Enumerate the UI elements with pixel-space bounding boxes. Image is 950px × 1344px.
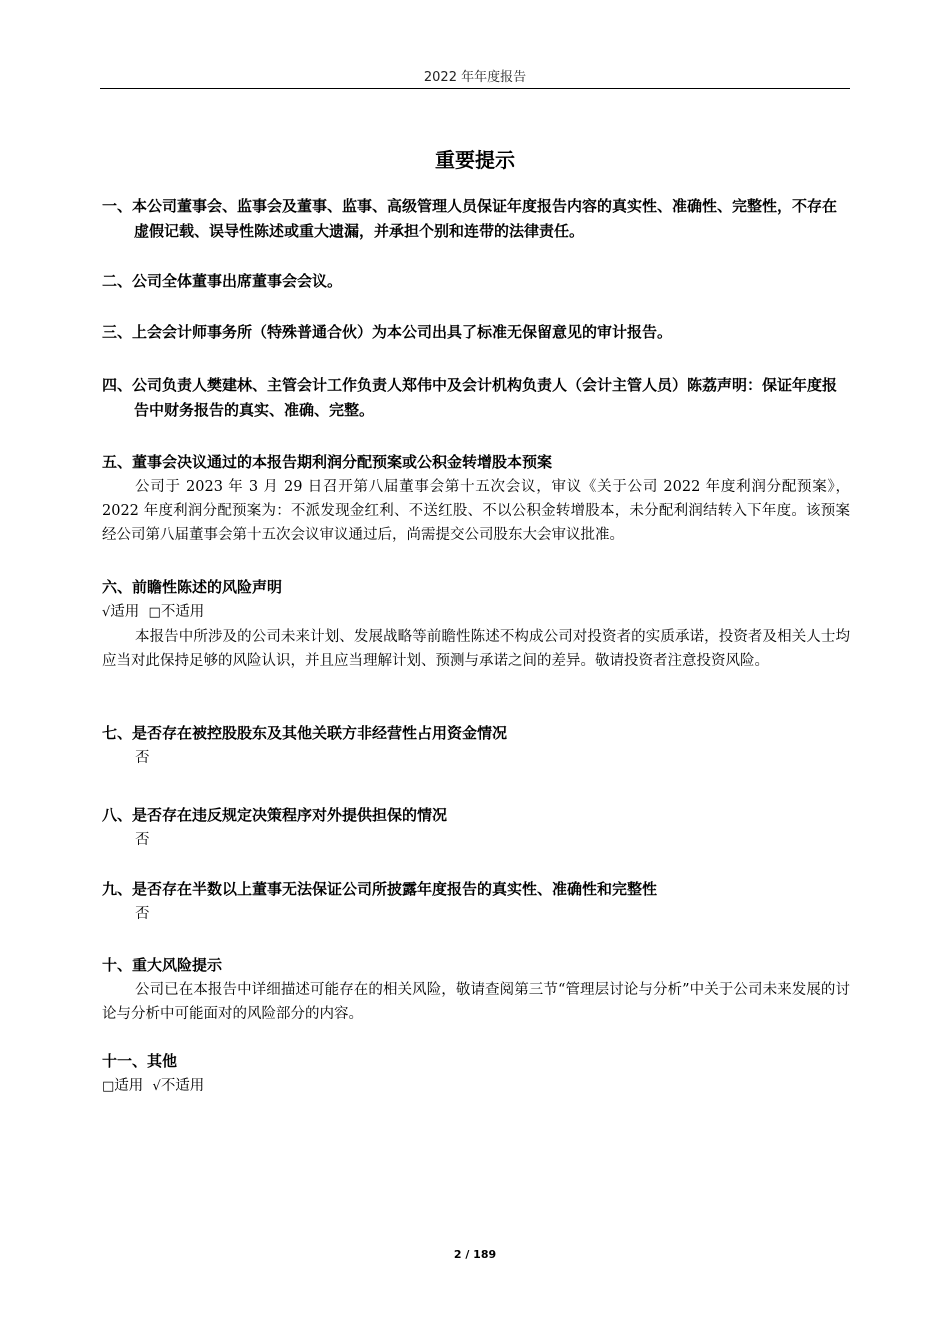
section-11-heading: 十一、其他	[102, 1052, 178, 1070]
section-6	[102, 575, 850, 673]
applicable-label: 适用	[110, 604, 140, 620]
section-9-answer: 否	[135, 906, 150, 922]
section-5-body: 公司于 2023 年 3 月 29 日召开第八届董事会第十五次会议，审议《关于公司 2022 年度利润分配预案》，2022 年度利润分配预案为：不派发现金红利、不送红股、不以公积金转增股本，未分配利润结转入下年度。该预案经公司第八届董事会第十五次会议审议通过后，尚需提交公司股东大会审议批准。	[102, 479, 850, 543]
running-header: 2022 年年度报告	[423, 70, 527, 85]
section-1	[102, 194, 850, 244]
section-7-heading: 七、是否存在被控股股东及其他关联方非经营性占用资金情况	[102, 724, 508, 742]
section-3-heading: 三、上会会计师事务所（特殊普通合伙）为本公司出具了标准无保留意见的审计报告。	[102, 323, 673, 341]
section-4	[102, 373, 850, 423]
section-10-body: 公司已在本报告中详细描述可能存在的相关风险，敬请查阅第三节“管理层讨论与分析”中关于公司未来发展的讨论与分析中可能面对的风险部分的内容。	[102, 982, 850, 1022]
check-mark-icon: √	[102, 605, 111, 620]
section-7-answer: 否	[135, 750, 150, 766]
applicable-label: 适用	[114, 1078, 144, 1094]
page-number: 2 / 189	[453, 1248, 497, 1261]
section-8	[102, 803, 850, 852]
empty-checkbox-icon: □	[148, 605, 161, 620]
not-applicable-label: 不适用	[160, 604, 205, 620]
empty-checkbox-icon: □	[102, 1079, 115, 1094]
header-rule	[100, 88, 850, 89]
section-6-heading: 六、前瞻性陈述的风险声明	[102, 578, 283, 596]
section-8-answer: 否	[135, 832, 150, 848]
section-5-heading: 五、董事会决议通过的本报告期利润分配预案或公积金转增股本预案	[102, 453, 553, 471]
section-6-body: 本报告中所涉及的公司未来计划、发展战略等前瞻性陈述不构成公司对投资者的实质承诺，投资者及相关人士均应当对此保持足够的风险认识，并且应当理解计划、预测与承诺之间的差异。敬请投资者注意投资风险。	[102, 629, 850, 669]
check-mark-icon: √	[152, 1079, 161, 1094]
section-10-heading: 十、重大风险提示	[102, 956, 223, 974]
section-7	[102, 721, 850, 770]
section-8-heading: 八、是否存在违反规定决策程序对外提供担保的情况	[102, 806, 448, 824]
section-11-options	[102, 1074, 850, 1099]
section-1-heading: 一、本公司董事会、监事会及董事、监事、高级管理人员保证年度报告内容的真实性、准确性、完整性，不存在虚假记载、误导性陈述或重大遗漏，并承担个别和连带的法律责任。	[102, 197, 838, 240]
section-3	[102, 320, 850, 345]
section-4-heading: 四、公司负责人樊建林、主管会计工作负责人郑伟中及会计机构负责人（会计主管人员）陈荔声明：保证年度报告中财务报告的真实、准确、完整。	[102, 376, 838, 419]
section-5	[102, 450, 850, 547]
section-10	[102, 953, 850, 1026]
section-2	[102, 269, 850, 294]
section-9-heading: 九、是否存在半数以上董事无法保证公司所披露年度报告的真实性、准确性和完整性	[102, 880, 658, 898]
section-9	[102, 877, 850, 926]
not-applicable-label: 不适用	[160, 1078, 205, 1094]
section-11	[102, 1049, 850, 1099]
section-2-heading: 二、公司全体董事出席董事会会议。	[102, 272, 343, 290]
page-title: 重要提示	[435, 148, 515, 172]
section-6-options	[102, 600, 850, 625]
